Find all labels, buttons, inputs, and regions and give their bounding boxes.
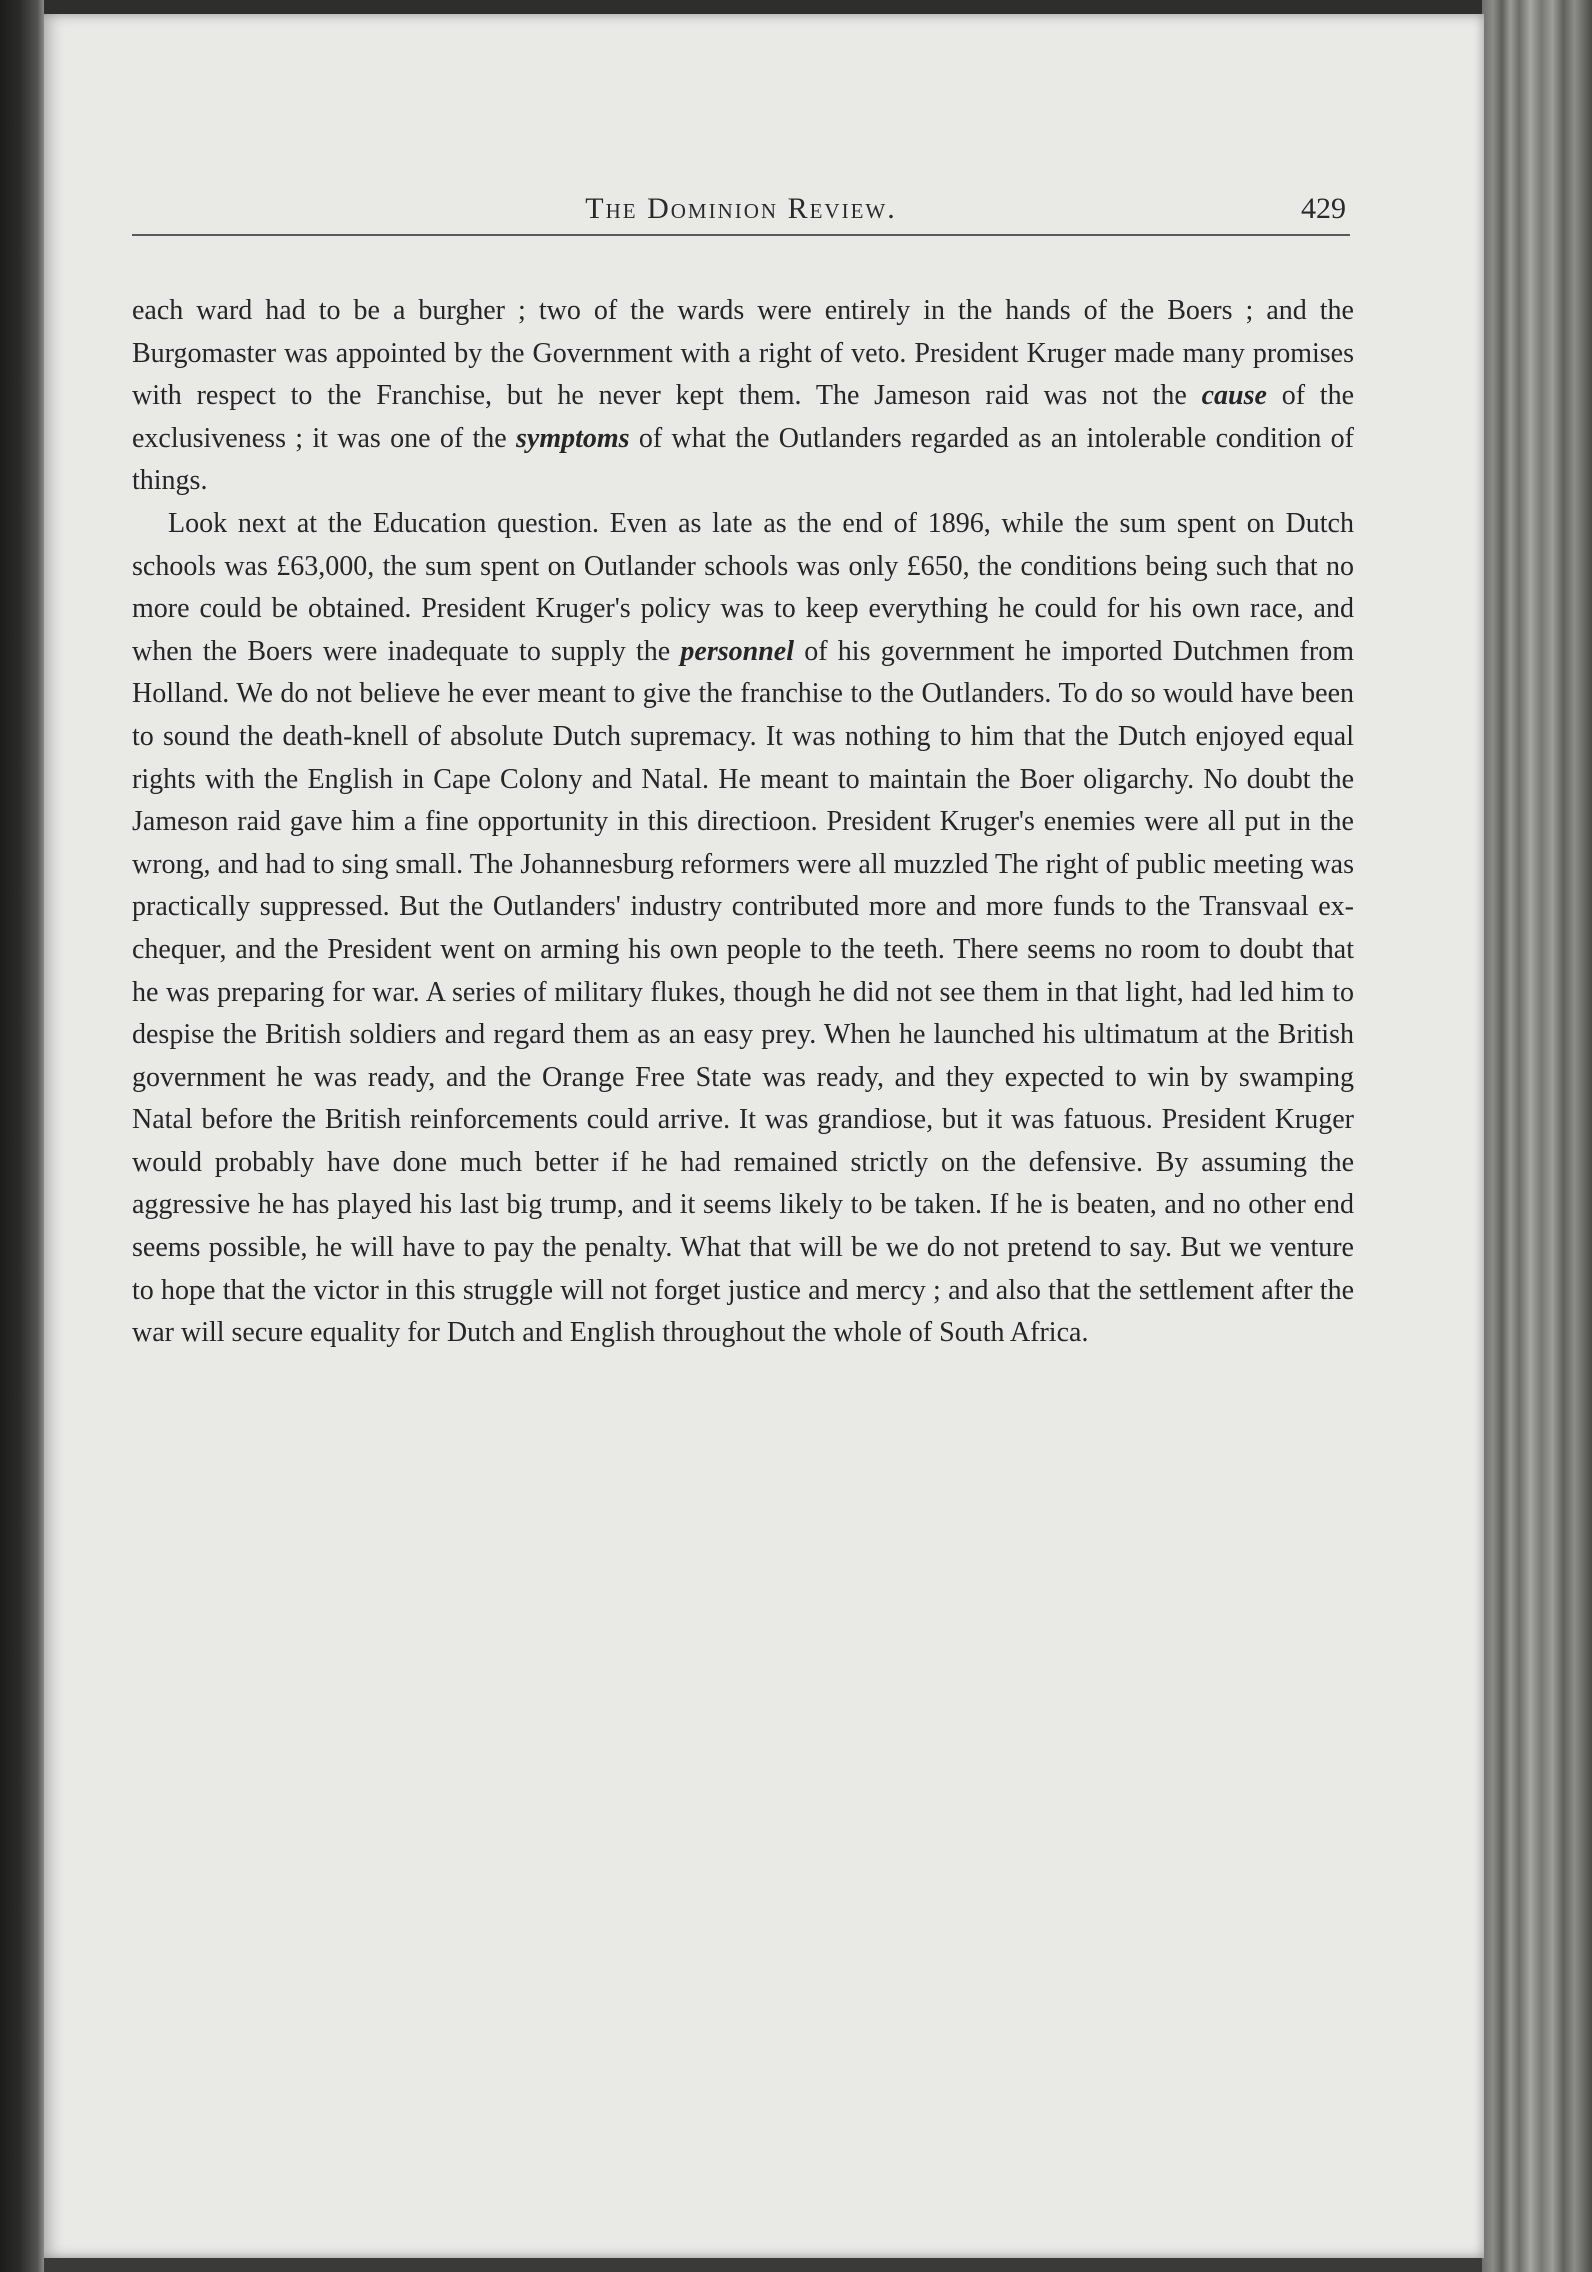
italic-term: personnel <box>680 635 794 667</box>
italic-term: cause <box>1201 380 1267 412</box>
page-stack-edges <box>1482 0 1592 2272</box>
article-body <box>132 290 1354 1355</box>
book-binding-edge <box>0 0 44 2272</box>
page-number: 429 <box>1301 192 1346 225</box>
page-header <box>132 186 1350 236</box>
scan-top-strip <box>0 0 1592 14</box>
text-run: of what the Outlanders regarded as an intolerable condition of things. <box>132 422 1354 497</box>
text-run: Look next at the Education question. Even as late as the end of 1896, while the sum spent on Dutch schools was £63,000, the sum spent on Outlander schools was only £650, the conditions being such that no more could be obtained. President Kruger's policy was to keep everything he could for his own race, and when the Boers were inadequate to supply the <box>132 507 1354 667</box>
text-run: of the exclusiveness ; it was one of the <box>132 380 1355 454</box>
italic-term: symptoms <box>516 422 630 454</box>
running-title: The Dominion Review. <box>585 192 897 225</box>
paragraph <box>132 290 1354 503</box>
paragraph <box>132 503 1354 1355</box>
book-page <box>44 14 1484 2258</box>
text-run: of his government he imported Dutchmen from Holland. We do not believe he ever meant to give the franchise to the Outlanders. To do so would have been to sound the death-knell of absolute Dutch supremacy. It was nothing to him that the Dutch enjoyed equal rights with the English in Cape Colony and Natal. He meant to maintain the Boer oligarchy. No doubt the Jameson raid gave him a fine opportunity in this directioon. President Kruger's enemies were all put in the wrong, and had to sing small. The Johannesburg reformers were all muzzled The right of public meeting was practically suppressed. But the Outlanders' industry contributed more and more funds to the Transvaal exchequer, and the President went on arming his own people to the teeth. There seems no room to doubt that he was preparing for war. A series of military flukes, though he did not see them in that light, had led him to despise the British soldiers and regard them as an easy prey. When he launched his ultimatum at the British government he was ready, and the Orange Free State was ready, and they expected to win by swamping Natal before the British reinforcements could arrive. It was grandiose, but it was fatuous. President Kruger would probably have done much better if he had remained strictly on the defensive. By assuming the aggressive he has played his last big trump, and it seems likely to be taken. If he is beaten, and no other end seems possible, he will have to pay the penalty. What that will be we do not pretend to say. But we venture to hope that the victor in this struggle will not forget justice and mercy ; and also that the settlement after the war will secure equality for Dutch and English throughout the whole of South Africa. <box>132 635 1354 1349</box>
text-run: each ward had to be a burgher ; two of the wards were entirely in the hands of the Boers ; and the Burgomaster was appointed by the Government with a right of veto. President Kruger made many promises with respect to the Franchise, but he never kept them. The Jameson raid was not the <box>132 295 1354 412</box>
